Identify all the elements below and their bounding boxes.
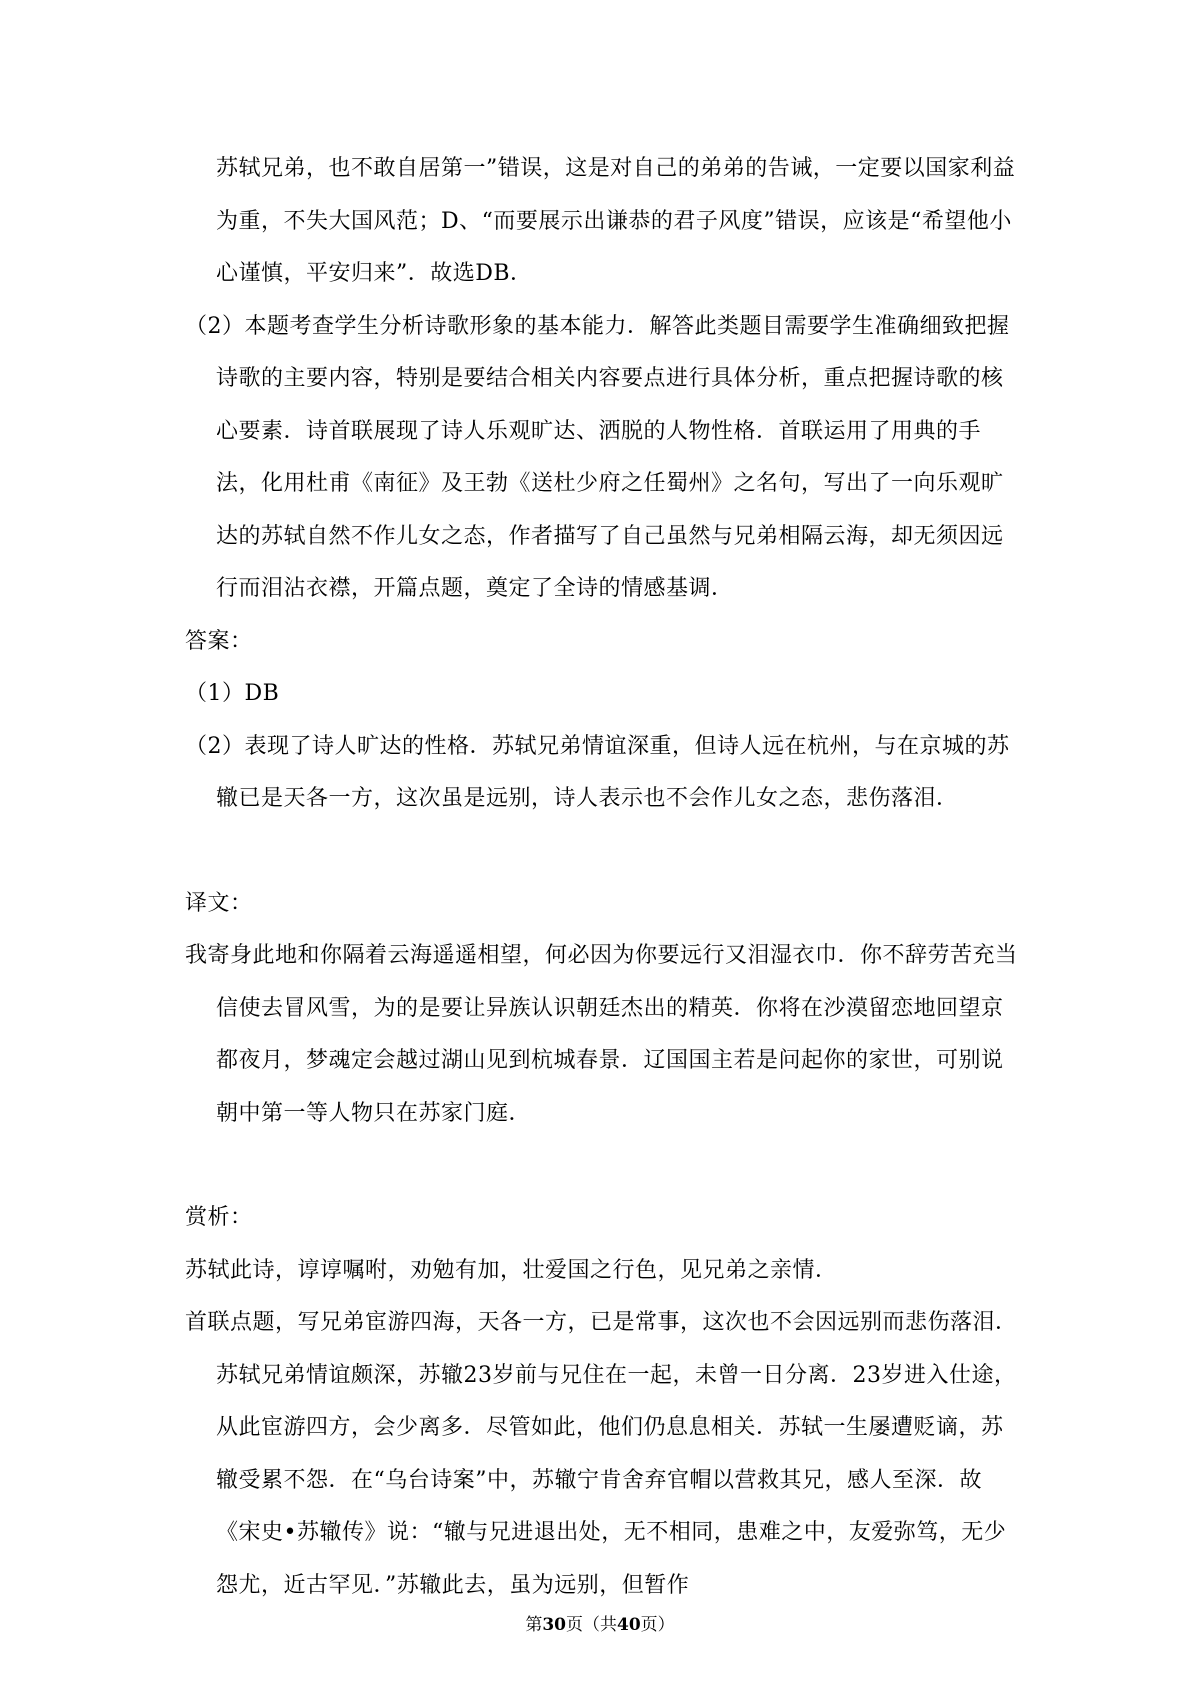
footer-prefix: 第 (525, 1615, 543, 1635)
document-body (185, 143, 1023, 1612)
page-footer (0, 1610, 1200, 1635)
appreciation-text: 首联点题，写兄弟宦游四海，天各一方，已是常事，这次也不会因远别而悲伤落泪．苏轼兄弟情谊颇深，苏辙23岁前与兄住在一起，未曾一日分离．23岁进入仕途，从此宦游四方，会少离多．尽管如此，他们仍息息相关．苏轼一生屡遭贬谪，苏辙受累不怨．在“乌台诗案”中，苏辙宁肯舍弃官帽以营救其兄，感人至深．故《宋史•苏辙传》说：“辙与兄进退出处，无不相同，患难之中，友爱弥笃，无少怨尤，近古罕见．”苏辙此去，虽为远别，但暂作 (185, 1310, 1018, 1598)
spacer (185, 1140, 1023, 1192)
answer-2: （2）表现了诗人旷达的性格．苏轼兄弟情谊深重，但诗人远在杭州，与在京城的苏辙已是天各一方，这次虽是远别，诗人表示也不会作儿女之态，悲伤落泪． (185, 733, 1010, 811)
spacer (185, 826, 1023, 878)
footer-page-number: 30 (542, 1615, 566, 1635)
footer-middle: 页（共 (566, 1615, 617, 1635)
appreciation-heading: 赏析： (185, 1205, 253, 1230)
paragraph-analysis-2: （2）本题考查学生分析诗歌形象的基本能力．解答此类题目需要学生准确细致把握诗歌的主要内容，特别是要结合相关内容要点进行具体分析，重点把握诗歌的核心要素．诗首联展现了诗人乐观旷达、洒脱的人物性格．首联运用了用典的手法，化用杜甫《南征》及王勃《送杜少府之任蜀州》之名句，写出了一向乐观旷达的苏轼自然不作儿女之态，作者描写了自己虽然与兄弟相隔云海，却无须因远行而泪沾衣襟，开篇点题，奠定了全诗的情感基调． (185, 313, 1010, 601)
answer-1: （1）DB (185, 681, 280, 706)
footer-suffix: 页） (640, 1615, 675, 1635)
answer-heading: 答案： (185, 628, 253, 654)
footer-total-pages: 40 (617, 1615, 641, 1635)
translation-heading: 译文： (185, 890, 253, 916)
appreciation-intro: 苏轼此诗，谆谆嘱咐，劝勉有加，壮爱国之行色，见兄弟之亲情． (185, 1257, 838, 1283)
paragraph-continuation: 苏轼兄弟，也不敢自居第一”错误，这是对自己的弟弟的告诫，一定要以国家利益为重，不失大国风范；D、“而要展示出谦恭的君子风度”错误，应该是“希望他小心谨慎，平安归来”．故选DB． (216, 156, 1016, 286)
translation-text: 我寄身此地和你隔着云海遥遥相望，何必因为你要远行又泪湿衣巾．你不辞劳苦充当信使去冒风雪，为的是要让异族认识朝廷杰出的精英．你将在沙漠留恋地回望京都夜月，梦魂定会越过湖山见到杭城春景．辽国国主若是问起你的家世，可别说朝中第一等人物只在苏家门庭． (185, 943, 1018, 1126)
